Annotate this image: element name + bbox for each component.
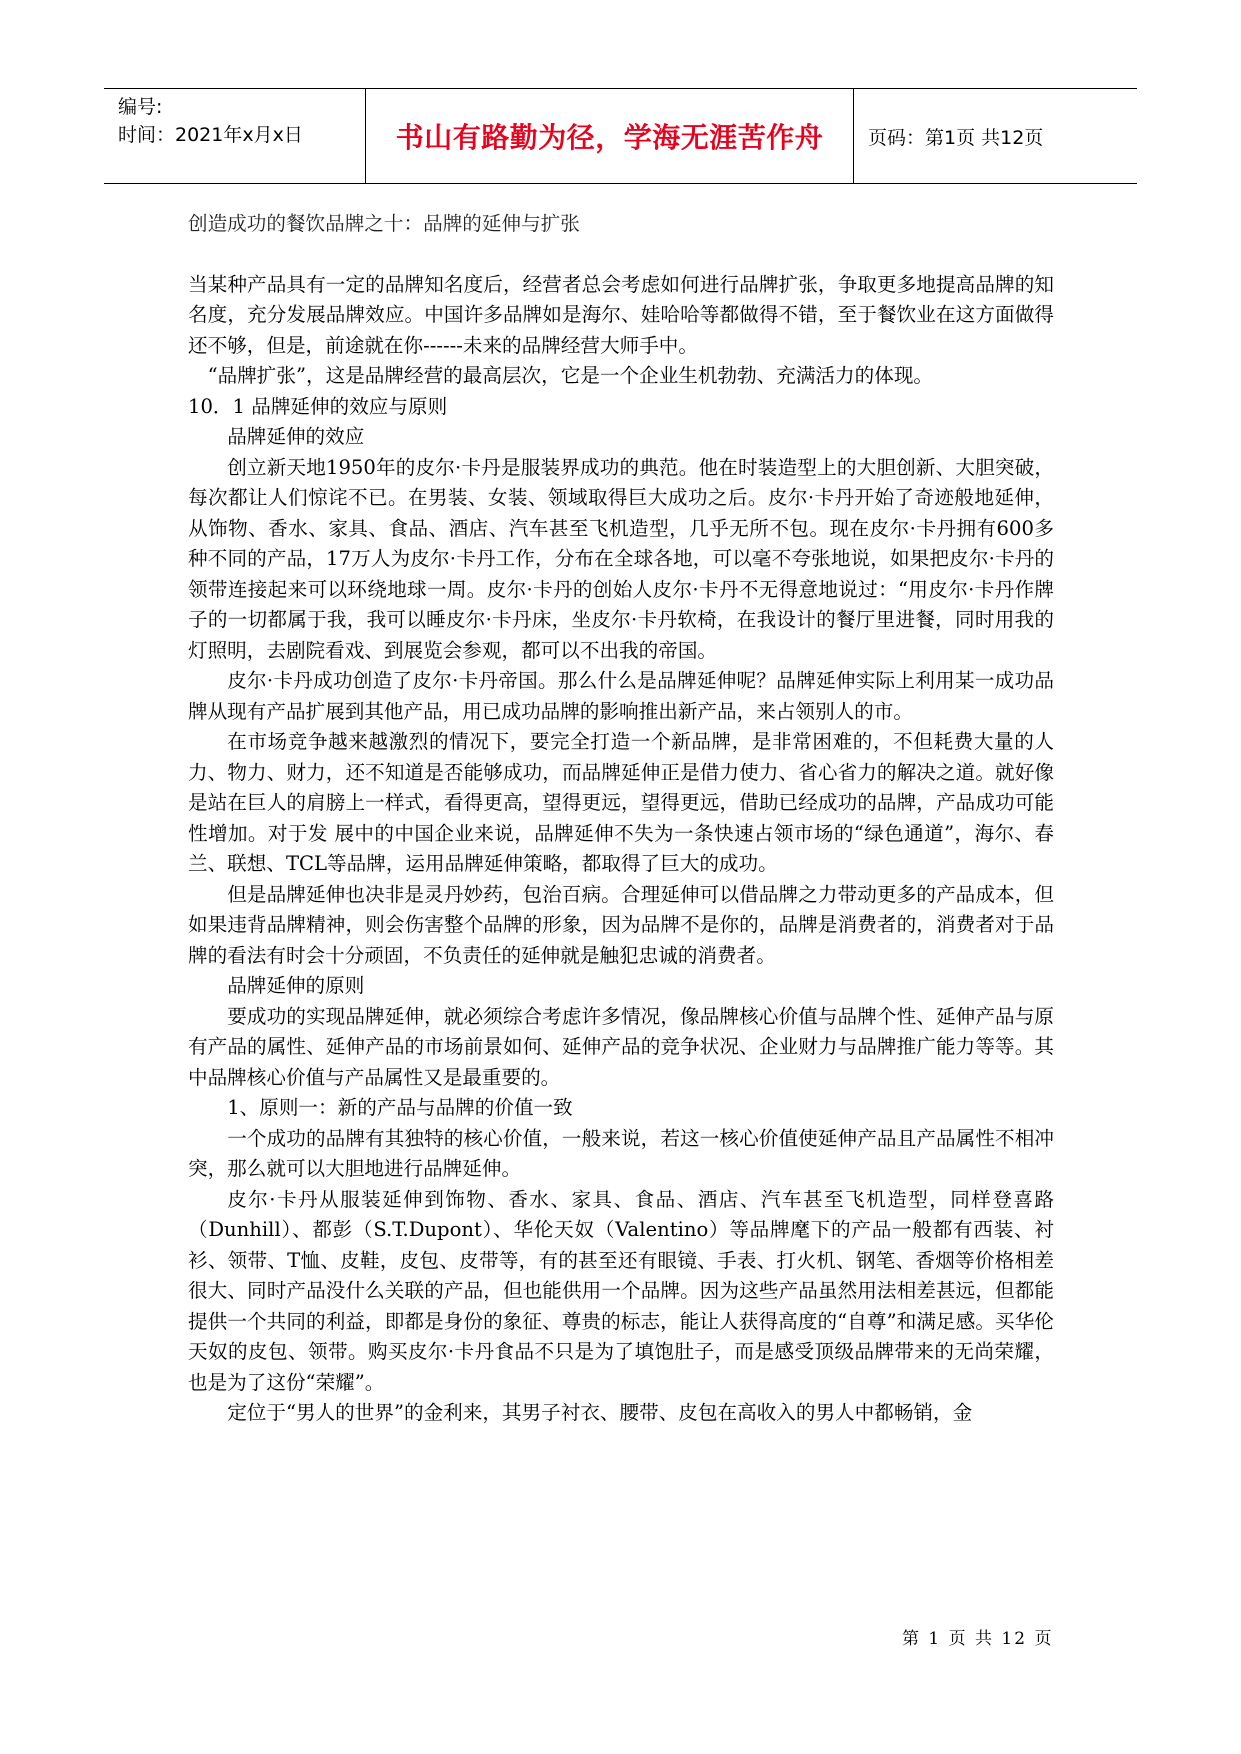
section-heading: 10．1 品牌延伸的效应与原则 [188,394,448,418]
subsection-heading: 品牌延伸的原则 [227,974,365,997]
paragraph: 皮尔·卡丹从服装延伸到饰物、香水、家具、食品、酒店、汽车甚至飞机造型，同样登喜路（Dunhill）、都彭（S.T.Dupont）、华伦天奴（Valentino）等品牌麾下的产品一般都有西装、衬衫、领带、T恤、皮鞋，皮包、皮带等，有的甚至还有眼镜、手表、打火机、钢笔、香烟等价格相差很大、同时产品没什么关联的产品，但也能供用一个品牌。因为这些产品虽然用法相差甚远，但都能提供一个共同的利益，即都是身份的象征、尊贵的标志，能让人获得高度的“自尊”和满足感。买华伦天奴的皮包、领带。购买皮尔·卡丹食品不只是为了填饱肚子，而是感受顶级品牌带来的无尚荣耀，也是为了这份“荣耀”。 [188,1187,1054,1394]
principle-heading: 1、原则一：新的产品与品牌的价值一致 [227,1096,573,1119]
header-page-label: 页码：第1页 共12页 [868,126,1044,149]
document-number-label: 编号: [118,96,163,118]
document-body [188,209,1054,1429]
paragraph: 在市场竞争越来越激烈的情况下，要完全打造一个新品牌，是非常困难的，不但耗费大量的人力、物力、财力，还不知道是否能够成功，而品牌延伸正是借力使力、省心省力的解决之道。就好像是站在巨人的肩膀上一样式，看得更高，望得更远，望得更远，借助已经成功的品牌，产品成功可能性增加。对于发 展中的中国企业来说，品牌延伸不失为一条快速占领市场的“绿色通道”，海尔、春兰、联想、TCL等品牌，运用品牌延伸策略，都取得了巨大的成功。 [188,730,1054,875]
paragraph: 创立新天地1950年的皮尔·卡丹是服装界成功的典范。他在时装造型上的大胆创新、大胆突破，每次都让人们惊诧不已。在男装、女装、领域取得巨大成功之后。皮尔·卡丹开始了奇迹般地延伸，从饰物、香水、家具、食品、酒店、汽车甚至飞机造型，几乎无所不包。现在皮尔·卡丹拥有600多种不同的产品，17万人为皮尔·卡丹工作，分布在全球各地，可以毫不夸张地说，如果把皮尔·卡丹的领带连接起来可以环绕地球一周。皮尔·卡丹的创始人皮尔·卡丹不无得意地说过：“用皮尔·卡丹作牌子的一切都属于我，我可以睡皮尔·卡丹床，坐皮尔·卡丹软椅，在我设计的餐厅里进餐，同时用我的灯照明，去剧院看戏、到展览会参观，都可以不出我的帝国。 [188,455,1054,662]
paragraph: 当某种产品具有一定的品牌知名度后，经营者总会考虑如何进行品牌扩张，争取更多地提高品牌的知名度，充分发展品牌效应。中国许多品牌如是海尔、娃哈哈等都做得不错，至于餐饮业在这方面做得还不够，但是，前途就在你------未来的品牌经营大师手中。 [188,272,1054,357]
paragraph: “品牌扩张”，这是品牌经营的最高层次，它是一个企业生机勃勃、充满活力的体现。 [207,364,934,387]
paragraph: 定位于“男人的世界”的金利来，其男子衬衣、腰带、皮包在高收入的男人中都畅销，金 [227,1401,973,1424]
document-title: 创造成功的餐饮品牌之十：品牌的延伸与扩张 [188,212,580,235]
header-page-cell [854,89,1137,183]
header-meta-cell [104,89,366,183]
document-time-label: 时间：2021年x月x日 [118,124,303,146]
paragraph: 一个成功的品牌有其独特的核心价值，一般来说，若这一核心价值使延伸产品且产品属性不相冲突，那么就可以大胆地进行品牌延伸。 [188,1126,1054,1180]
paragraph: 皮尔·卡丹成功创造了皮尔·卡丹帝国。那么什么是品牌延伸呢？品牌延伸实际上利用某一成功品牌从现有产品扩展到其他产品，用已成功品牌的影响推出新产品，来占领别人的市。 [188,669,1054,723]
page-header [104,88,1137,184]
header-motto-cell [366,89,854,183]
paragraph: 但是品牌延伸也决非是灵丹妙药，包治百病。合理延伸可以借品牌之力带动更多的产品成本，但如果违背品牌精神，则会伤害整个品牌的形象，因为品牌不是你的，品牌是消费者的，消费者对于品牌的看法有时会十分顽固，不负责任的延伸就是触犯忠诚的消费者。 [188,882,1054,967]
paragraph: 要成功的实现品牌延伸，就必须综合考虑许多情况，像品牌核心价值与品牌个性、延伸产品与原有产品的属性、延伸产品的市场前景如何、延伸产品的竞争状况、企业财力与品牌推广能力等等。其中品牌核心价值与产品属性又是最重要的。 [188,1004,1054,1089]
subsection-heading: 品牌延伸的效应 [227,425,365,448]
page-footer: 第 1 页 共 12 页 [902,1629,1054,1649]
header-motto: 书山有路勤为径，学海无涯苦作舟 [395,121,824,154]
